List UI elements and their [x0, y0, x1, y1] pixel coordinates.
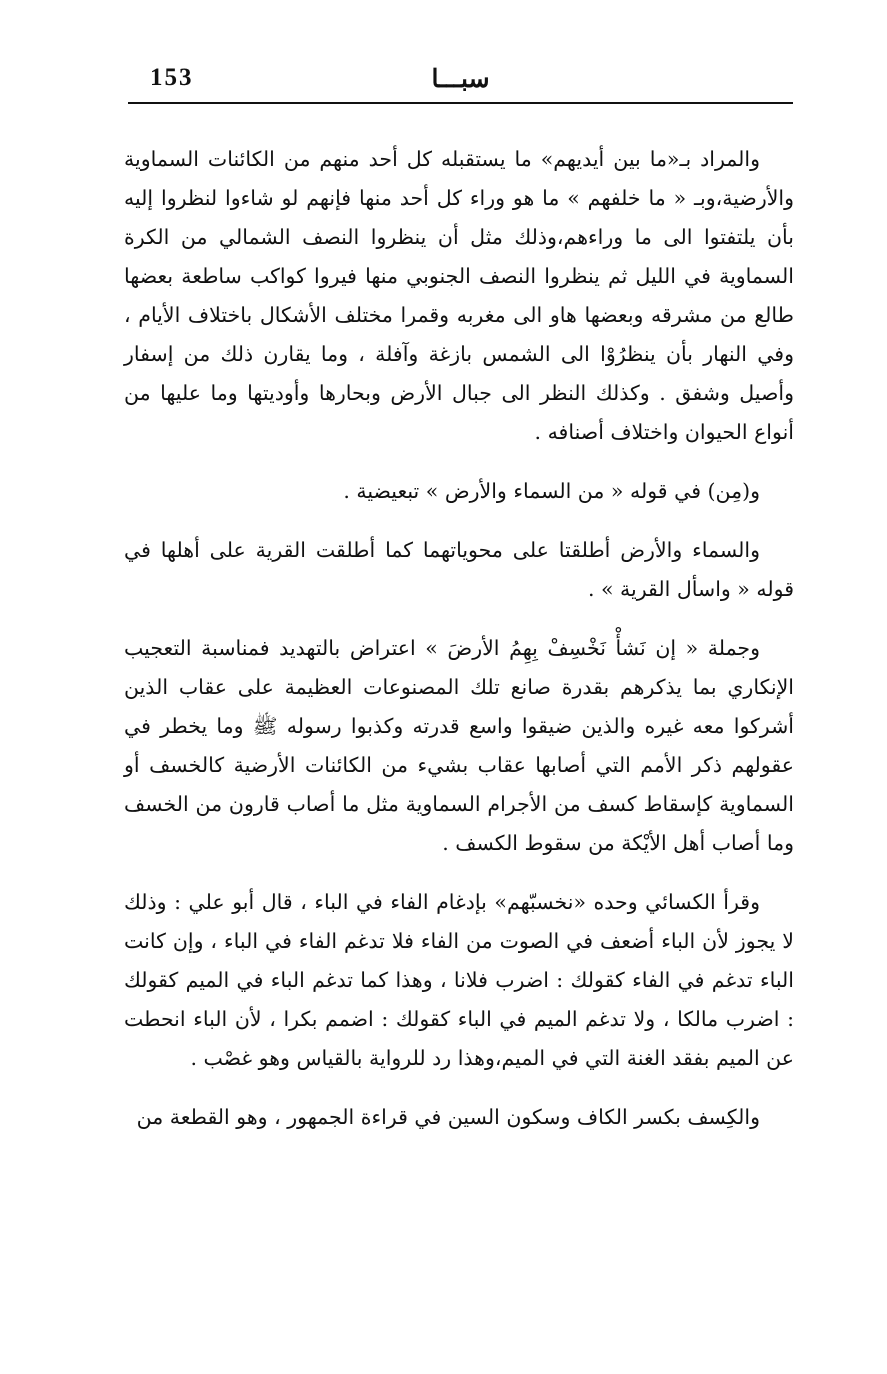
paragraph: و(مِن) في قوله « من السماء والأرض » تبعيضية . — [343, 479, 760, 503]
header-divider — [128, 102, 793, 104]
paragraph: وجملة « إن نَشأْ نَخْسِفْ بِهِمُ الأرضَ » اعتراض بالتهديد فمناسبة التعجيب الإنكاري بما يذكرهم بقدرة صانع تلك المصنوعات العظيمة على عقاب الذين أشركوا معه غيره والذين ضيقوا واسع قدرته وكذبوا رسوله ﷺ وما يخطر في عقولهم ذكر الأمم التي أصابها عقاب بشيء من الكائنات الأرضية كالخسف أو السماوية كإسقاط كسف من الأجرام السماوية مثل ما أصاب قارون من الخسف وما أصاب أهل الأيْكة من سقوط الكسف . — [124, 636, 794, 855]
page-body — [124, 140, 794, 1137]
page-number: 153 — [150, 64, 194, 91]
running-title: سبـــا — [431, 64, 490, 93]
paragraph: والسماء والأرض أطلقتا على محوياتهما كما أطلقت القرية على أهلها في قوله « واسأل القرية » . — [124, 538, 794, 601]
page-header — [128, 62, 793, 98]
paragraph: والكِسف بكسر الكاف وسكون السين في قراءة الجمهور ، وهو القطعة من — [136, 1105, 760, 1129]
paragraph: والمراد بـ«ما بين أيديهم» ما يستقبله كل أحد منهم من الكائنات السماوية والأرضية،وبـ « ما خلفهم » ما هو وراء كل أحد منها فإنهم لو شاءوا لنظروا إليه بأن يلتفتوا الى ما وراءهم،وذلك مثل أن ينظروا النصف الشمالي من الكرة السماوية في الليل ثم ينظروا النصف الجنوبي منها فيروا كواكب ساطعة بعضها طالع من مشرقه وبعضها هاو الى مغربه وقمرا مختلف الأشكال باختلاف الأيام ، وفي النهار بأن ينظرُوْا الى الشمس بازغة وآفلة ، وما يقارن ذلك من إسفار وأصيل وشفق . وكذلك النظر الى جبال الأرض وبحارها وأوديتها وما عليها من أنواع الحيوان واختلاف أصنافه . — [124, 147, 794, 444]
paragraph: وقرأ الكسائي وحده «نخسبّهم» بإدغام الفاء في الباء ، قال أبو علي : وذلك لا يجوز لأن الباء أضعف في الصوت من الفاء فلا تدغم الفاء في الباء ، وإن كانت الباء تدغم في الفاء كقولك : اضرب فلانا ، وهذا كما تدغم الباء في الميم كقولك : اضرب مالكا ، ولا تدغم الميم في الباء كقولك : اضمم بكرا ، لأن الباء انحطت عن الميم بفقد الغنة التي في الميم،وهذا رد للرواية بالقياس وهو غصْب . — [124, 890, 794, 1070]
